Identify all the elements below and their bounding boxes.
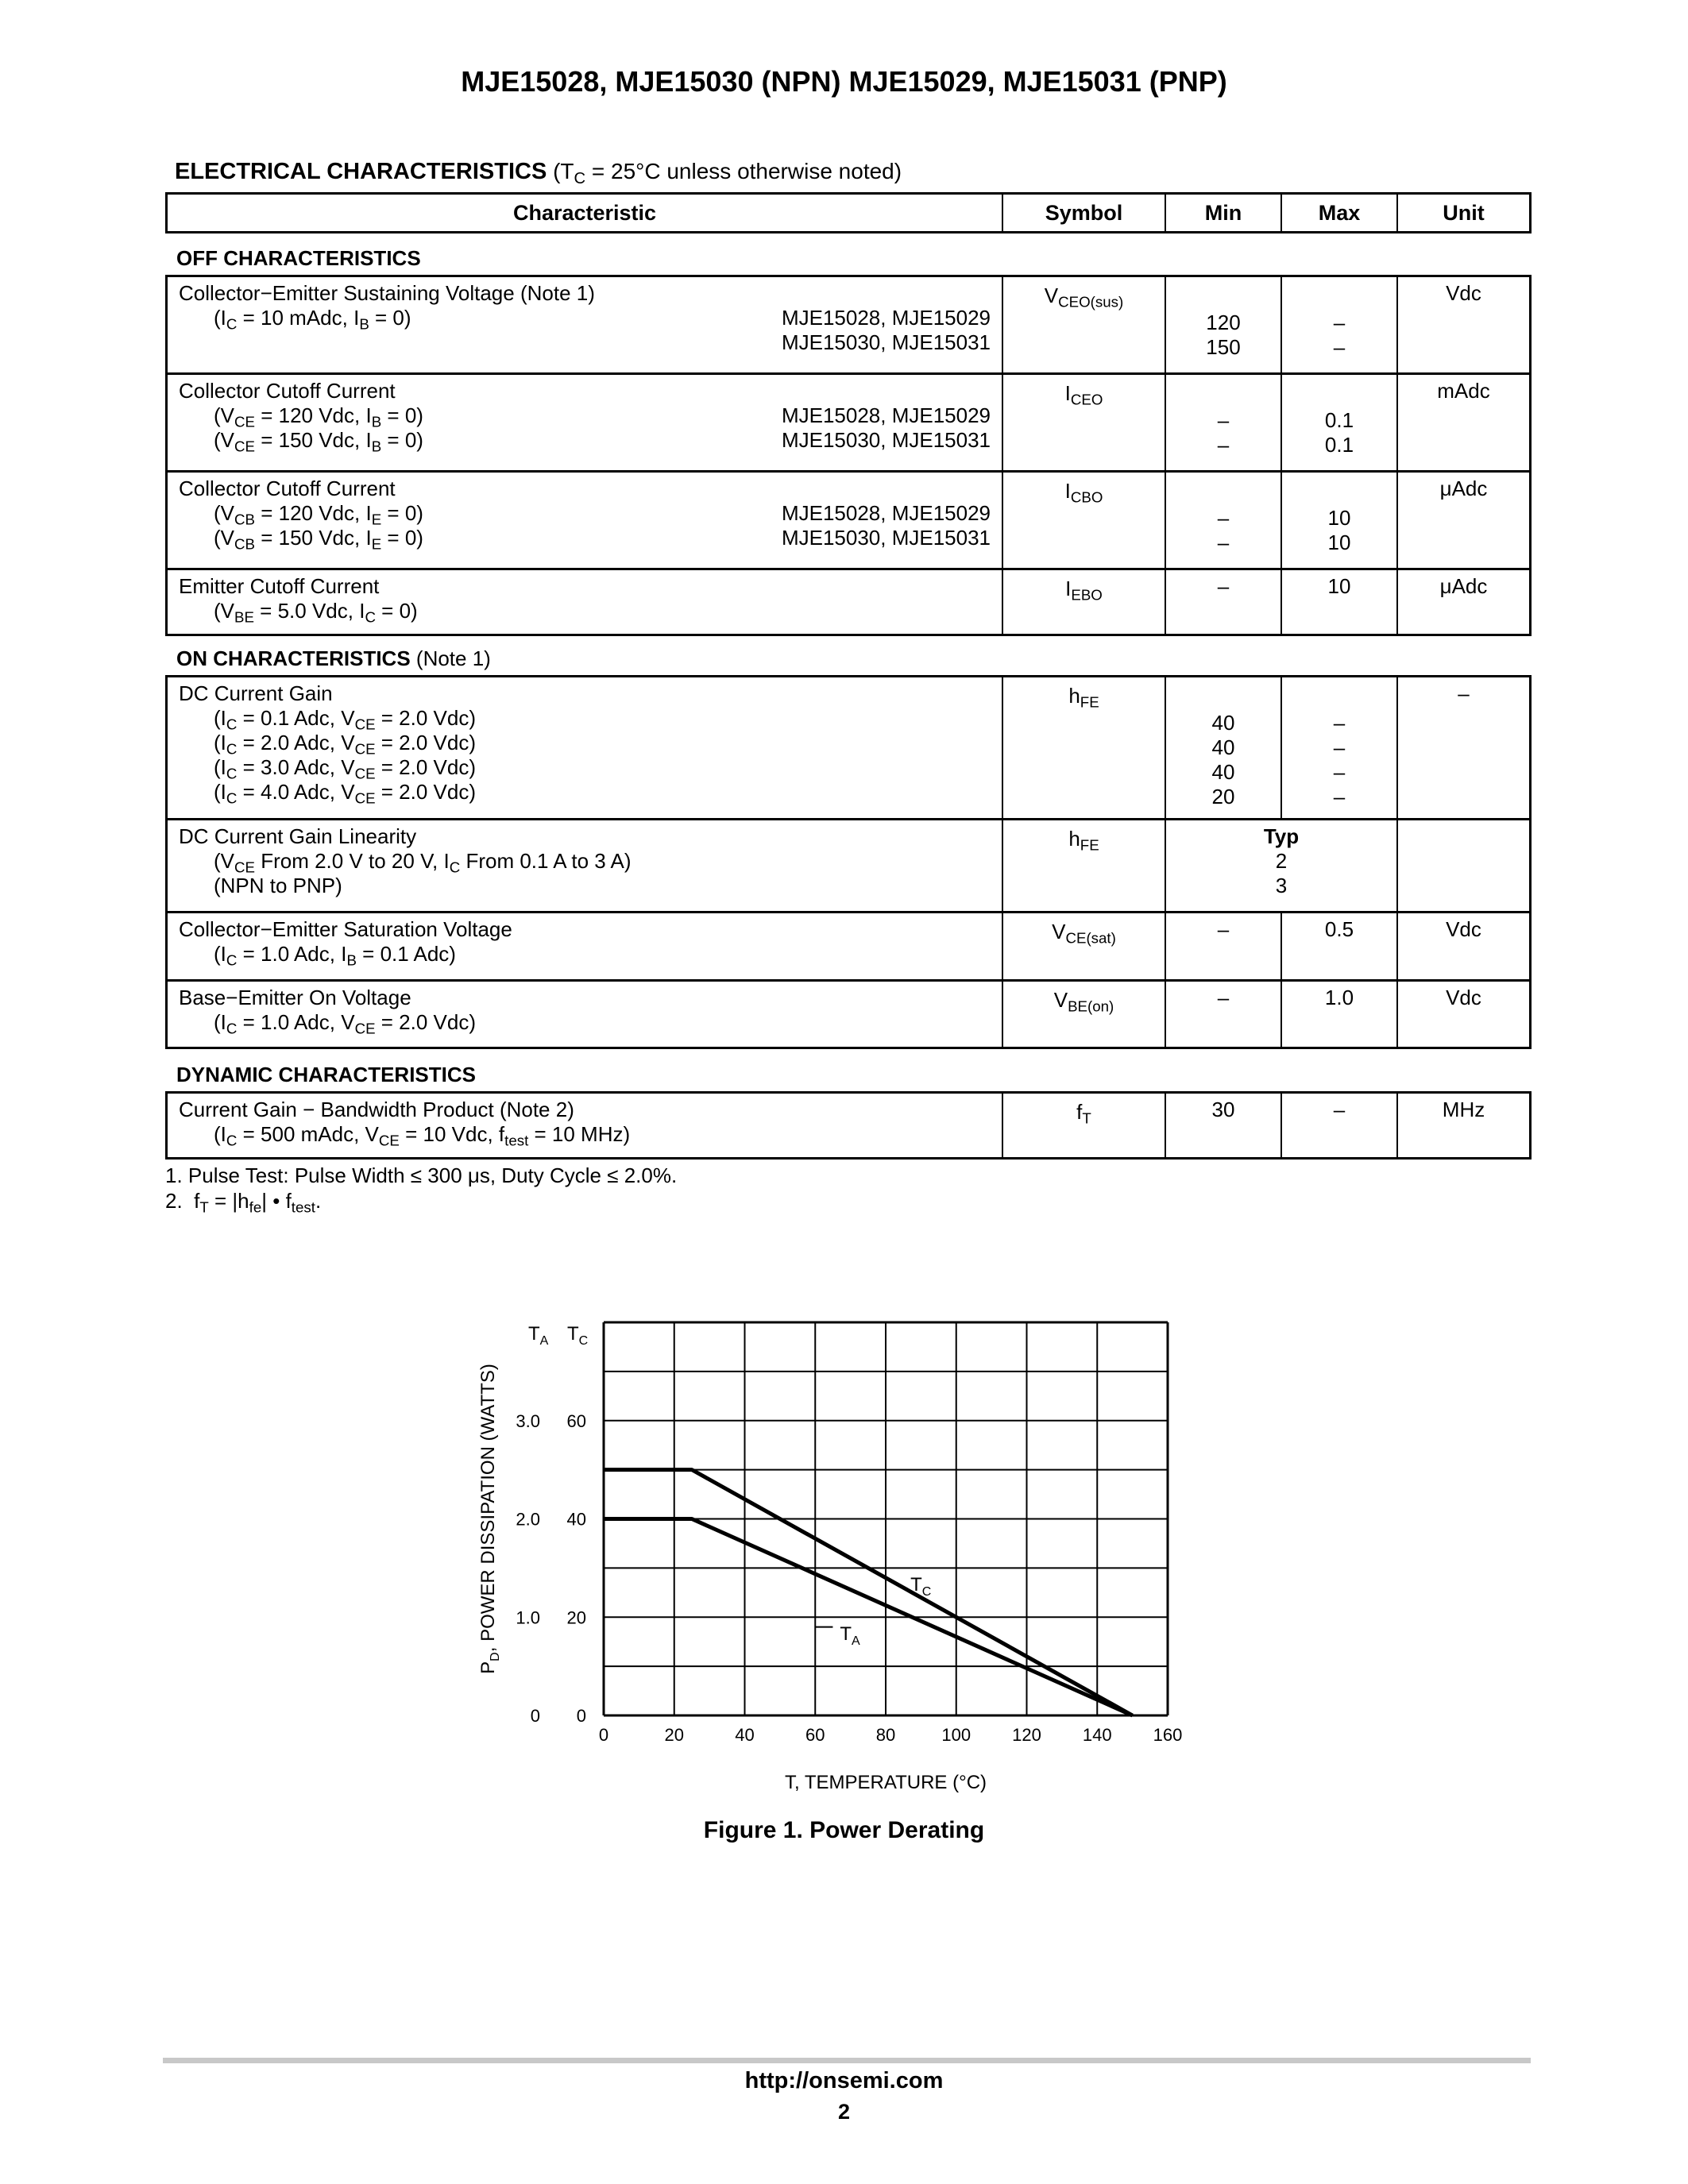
y-tick-label-ta: 0 (530, 1706, 540, 1726)
symbol: $h_{FE}$ (1068, 827, 1099, 854)
page-number: 2 (837, 2100, 851, 2124)
y-axis-label: $P_D$, POWER DISSIPATION (WATTS) (477, 1364, 502, 1674)
section-dynamic: DYNAMIC CHARACTERISTICS (176, 1063, 476, 1086)
y-tick-label-tc: 0 (576, 1706, 586, 1726)
symbol: $V_{CEO(sus)}$ (1044, 284, 1124, 311)
col-unit: Unit (1443, 200, 1485, 225)
table-header (165, 192, 1532, 233)
table-row: Base−Emitter On Voltage ($I_C = 1.0$ Adc, $V_{CE} = 2.0$ Vdc) $V_{BE(on)}$ – 1.0 Vdc (165, 979, 1532, 1049)
y-tick-label-ta: 2.0 (516, 1509, 540, 1530)
page-title: MJE15028, MJE15030 (NPN) MJE15029, MJE15031 (PNP) (461, 65, 1227, 98)
symbol: $h_{FE}$ (1068, 684, 1099, 711)
figure-caption: Figure 1. Power Derating (703, 1817, 985, 1843)
y-tick-label-tc: 20 (566, 1607, 586, 1628)
section-off: OFF CHARACTERISTICS (176, 246, 421, 270)
x-tick-label: 40 (735, 1725, 755, 1745)
footer-url[interactable]: http://onsemi.com (744, 2068, 944, 2093)
table-row: DC Current Gain Linearity ($V_{CE}$ From 2.0 V to 20 V, $I_C$ From 0.1 A to 3 A) (NPN to PNP) $h_{FE}$ Typ 2 3 (165, 818, 1532, 913)
y-tick-label-tc: 60 (566, 1410, 586, 1431)
note-1: 1. Pulse Test: Pulse Width ≤ 300 μs, Duty Cycle ≤ 2.0%. (165, 1163, 678, 1187)
condition: ($I_C = 10$ mAdc, $I_B = 0$) (214, 306, 411, 333)
x-tick-label: 20 (664, 1725, 684, 1745)
x-tick-label: 0 (598, 1725, 609, 1745)
series-label-ta: $T_A$ (840, 1623, 860, 1648)
x-axis-label: T, TEMPERATURE (°C) (784, 1772, 987, 1793)
table-row: Emitter Cutoff Current ($V_{BE} = 5.0$ Vdc, $I_C = 0$) $I_{EBO}$ – 10 μAdc (165, 568, 1532, 636)
col-symbol: Symbol (1003, 195, 1166, 231)
col-min: Min (1166, 195, 1282, 231)
x-tick-label: 140 (1082, 1725, 1112, 1745)
table-row: Collector Cutoff Current ($V_{CE} = 120$ Vdc, $I_B = 0$) ($V_{CE} = 150$ Vdc, $I_B = 0$) MJE15028, MJE15029 MJE15030, MJE15031 $I_{CEO}$ – – 0.1 0.1 mAdc (165, 372, 1532, 473)
power-derating-chart (477, 1302, 1207, 1811)
electrical-characteristics-heading: ELECTRICAL CHARACTERISTICS ($T_C = 25^\circ C$ unless otherwise noted) (175, 159, 902, 188)
series-label-tc: $T_C$ (910, 1574, 932, 1599)
y-tick-label-tc: 40 (566, 1509, 586, 1530)
x-tick-label: 60 (805, 1725, 825, 1745)
col-characteristic: Characteristic (168, 195, 1003, 231)
y-axis-header-ta: $T_A$ (528, 1323, 549, 1348)
symbol: $I_{CEO}$ (1064, 381, 1103, 408)
col-max: Max (1282, 195, 1398, 231)
table-row: Collector Cutoff Current ($V_{CB} = 120$ Vdc, $I_E = 0$) ($V_{CB} = 150$ Vdc, $I_E = 0$) MJE15028, MJE15029 MJE15030, MJE15031 $I_{CBO}$ – – 10 10 μAdc (165, 470, 1532, 570)
note-2: 2. $f_T = |h_{fe}|$ • $f_{test}$. (165, 1189, 322, 1216)
symbol: $f_T$ (1076, 1100, 1091, 1127)
section-on: ON CHARACTERISTICS (Note 1) (176, 646, 491, 670)
y-tick-label-ta: 1.0 (516, 1607, 540, 1628)
symbol: $V_{CE(sat)}$ (1052, 920, 1116, 947)
y-tick-label-ta: 3.0 (516, 1410, 540, 1431)
symbol: $I_{EBO}$ (1065, 577, 1103, 604)
x-tick-label: 120 (1012, 1725, 1041, 1745)
footer-divider (163, 2058, 1531, 2063)
x-tick-label: 80 (875, 1725, 896, 1745)
chart-labels (477, 1323, 1182, 1793)
table-row: Collector−Emitter Sustaining Voltage (Note 1) ($I_C = 10$ mAdc, $I_B = 0$) MJE15028, MJE15029 MJE15030, MJE15031 $V_{CEO(sus)}$ 120 150 – – Vdc (165, 275, 1532, 375)
chart-series (604, 1470, 1133, 1715)
symbol: $I_{CBO}$ (1064, 479, 1103, 506)
table-row: Current Gain − Bandwidth Product (Note 2) ($I_C = 500$ mAdc, $V_{CE} = 10$ Vdc, $f_{test} = 10$ MHz) $f_T$ 30 – MHz (165, 1091, 1532, 1160)
y-axis-header-tc: $T_C$ (567, 1323, 589, 1348)
symbol: $V_{BE(on)}$ (1053, 988, 1114, 1015)
x-tick-label: 160 (1153, 1725, 1183, 1745)
x-tick-label: 100 (941, 1725, 971, 1745)
table-row: Collector−Emitter Saturation Voltage ($I_C = 1.0$ Adc, $I_B = 0.1$ Adc) $V_{CE(sat)}$ – 0.5 Vdc (165, 911, 1532, 982)
table-row: DC Current Gain ($I_C = 0.1$ Adc, $V_{CE} = 2.0$ Vdc) ($I_C = 2.0$ Adc, $V_{CE} = 2.0$ Vdc) ($I_C = 3.0$ Adc, $V_{CE} = 2.0$ Vdc) ($I_C = 4.0$ Adc, $V_{CE} = 2.0$ Vdc) $h_{FE}$ 40 40 40 20 – – – – – (165, 675, 1532, 820)
